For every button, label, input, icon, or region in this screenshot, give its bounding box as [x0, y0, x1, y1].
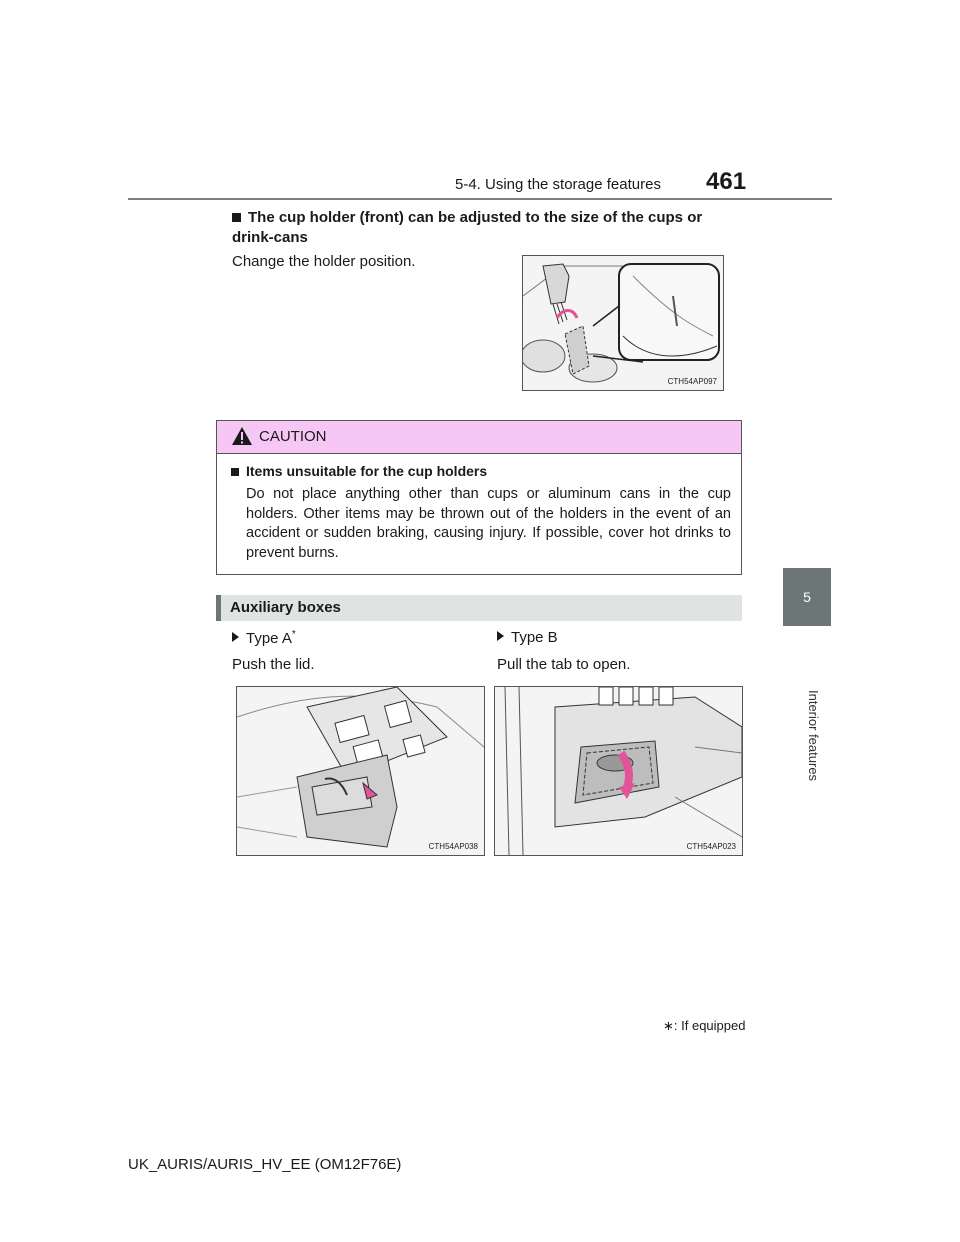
cup-holder-illustration [522, 255, 724, 391]
header-rule [128, 198, 832, 200]
auxiliary-title: Auxiliary boxes [230, 599, 341, 616]
type-a-illustration [236, 686, 485, 856]
footnote: ∗: If equipped [663, 1018, 746, 1033]
chapter-title: Interior features [806, 690, 821, 782]
section-bar [216, 595, 742, 621]
type-b-instruction: Pull the tab to open. [497, 656, 631, 673]
caution-title: CAUTION [259, 428, 327, 445]
triangle-bullet-icon [232, 632, 239, 642]
caution-box [216, 420, 742, 575]
figure-id: CTH54AP038 [428, 842, 478, 851]
triangle-bullet-icon [497, 631, 504, 641]
figure-id: CTH54AP023 [686, 842, 736, 851]
caution-body: Do not place anything other than cups or aluminum cans in the cup holders. Other items may be thrown out of the holders in the event of an accident or sudden braking, causing injury. If possible, cover hot drinks to prevent burns. [246, 486, 731, 561]
square-bullet-icon [231, 468, 239, 476]
dash-box-drawing [495, 687, 742, 855]
type-a-instruction: Push the lid. [232, 656, 315, 673]
chapter-tab[interactable]: 5 [783, 568, 831, 626]
type-b-illustration [494, 686, 743, 856]
type-b-label: Type B [497, 629, 558, 646]
section-title: 5-4. Using the storage features [455, 176, 661, 193]
warning-triangle-icon [231, 426, 253, 451]
type-a-label: Type A* [232, 629, 296, 647]
footnote-mark: ∗ [663, 1018, 674, 1033]
footer-model: UK_AURIS/AURIS_HV_EE (OM12F76E) [128, 1156, 402, 1173]
square-bullet-icon [232, 213, 241, 222]
page-number: 461 [706, 168, 747, 195]
figure-id: CTH54AP097 [667, 377, 717, 386]
overhead-box-drawing [237, 687, 484, 855]
cup-holder-heading: The cup holder (front) can be adjusted to the size of the cups or drink-cans [232, 209, 703, 246]
cup-holder-drawing [523, 256, 723, 390]
cup-holder-instruction: Change the holder position. [232, 253, 416, 270]
caution-subheading: Items unsuitable for the cup holders [231, 463, 487, 479]
caution-header [217, 421, 741, 454]
